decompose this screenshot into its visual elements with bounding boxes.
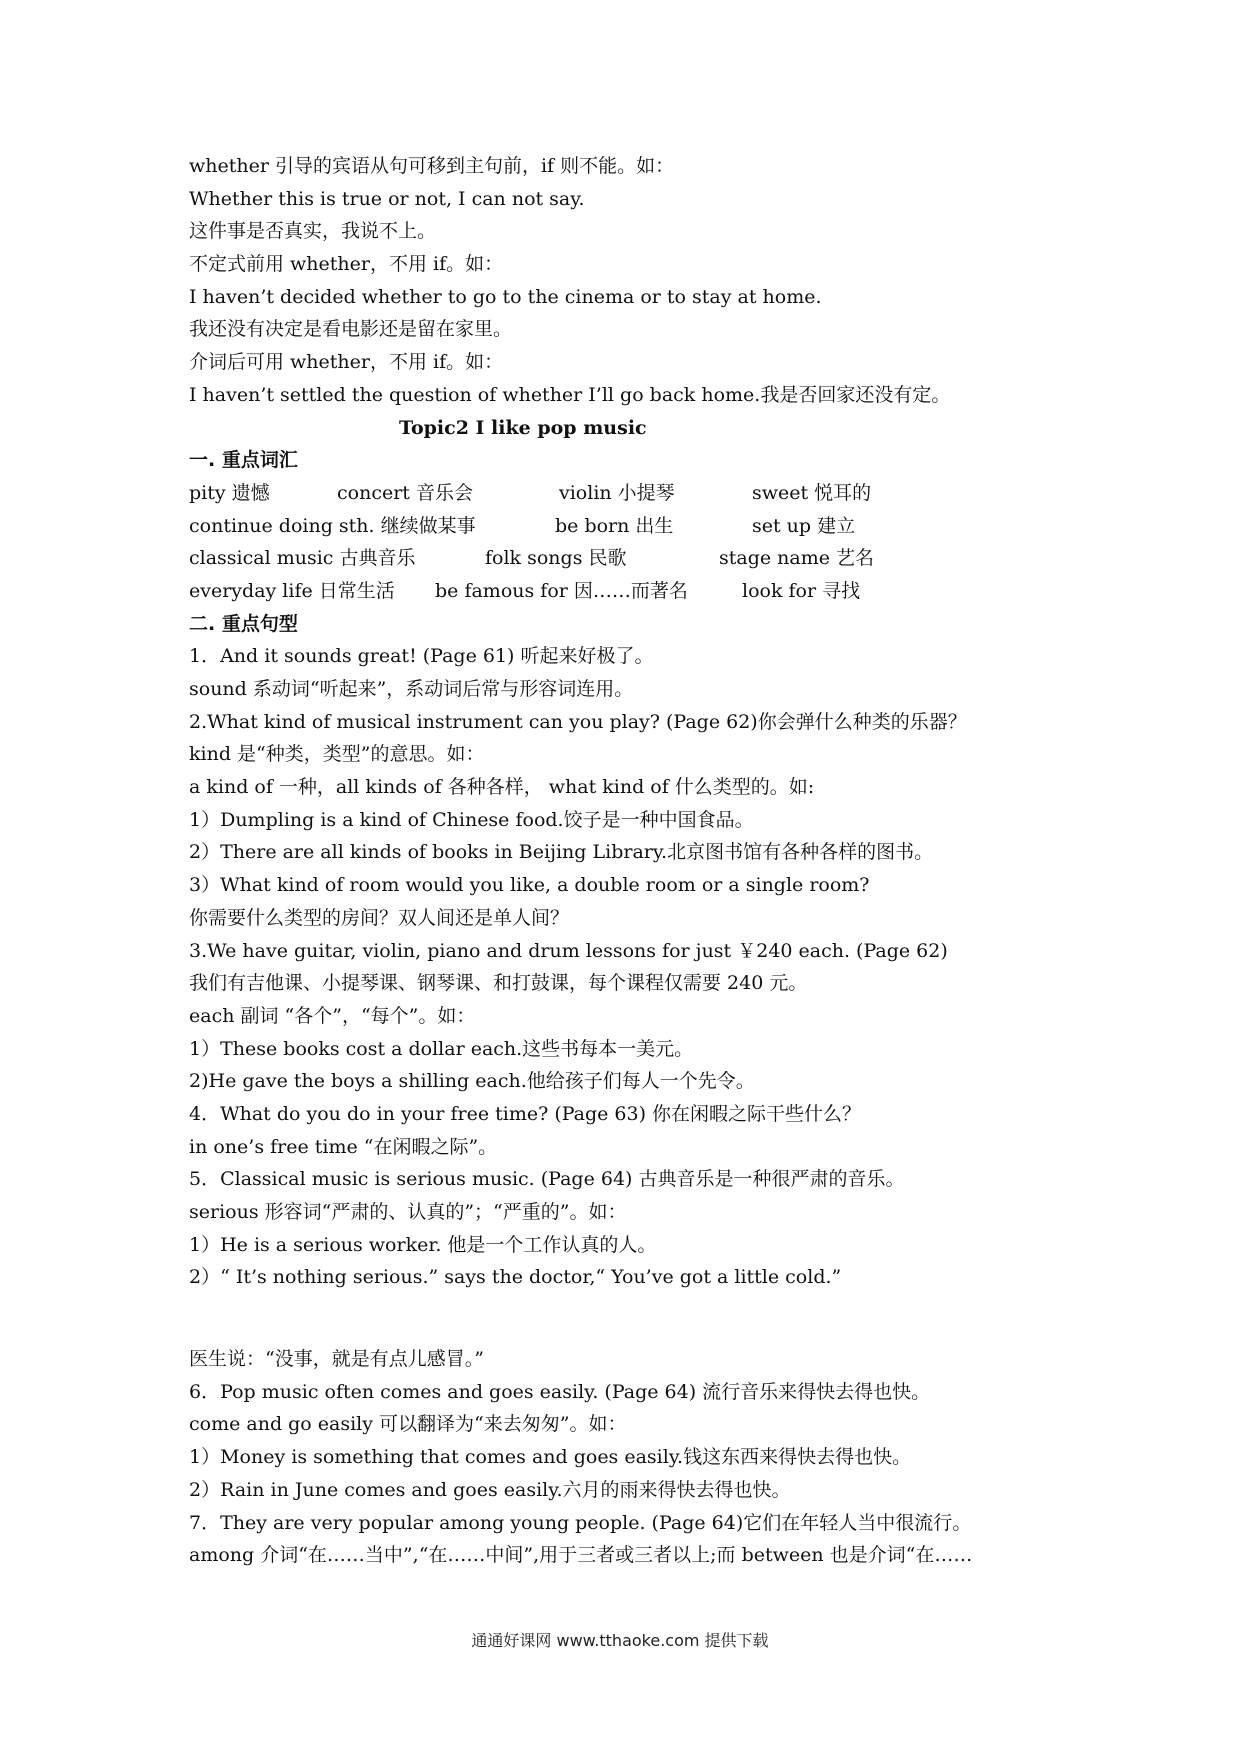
- text-line: serious 形容词“严肃的、认真的”；“严重的”。如：: [189, 1201, 627, 1223]
- vocab-row: [189, 542, 1069, 575]
- sentence-heading: 二. 重点句型: [189, 612, 298, 635]
- text-line: sound 系动词“听起来”，系动词后常与形容词连用。: [189, 678, 634, 700]
- text-line: 3）What kind of room would you like, a double room or a single room?: [189, 874, 870, 897]
- text-line: 5．Classical music is serious music. (Page 64) 古典音乐是一种很严肃的音乐。: [189, 1168, 905, 1191]
- vocab-row: [189, 510, 1069, 543]
- vocab-heading: 一. 重点词汇: [189, 449, 298, 472]
- vocab-row: [189, 575, 1069, 608]
- text-line: 2.What kind of musical instrument can you play? (Page 62)你会弹什么种类的乐器？: [189, 710, 967, 733]
- text-line: 2)He gave the boys a shilling each.他给孩子们每人一个先令。: [189, 1070, 755, 1093]
- vocab-item: folk songs 民歌: [485, 547, 627, 570]
- text-line: 2）There are all kinds of books in Beijing Library.北京图书馆有各种各样的图书。: [189, 841, 934, 864]
- vocab-item: everyday life 日常生活: [189, 579, 395, 602]
- vocab-item: stage name 艺名: [719, 547, 875, 570]
- text-line: I haven’t settled the question of whether I’ll go back home.我是否回家还没有定。: [189, 383, 951, 406]
- text-line: 6．Pop music often comes and goes easily. (Page 64) 流行音乐来得快去得也快。: [189, 1380, 931, 1403]
- paragraph-gap: [189, 1294, 1069, 1343]
- text-line: whether 引导的宾语从句可移到主句前，if 则不能。如：: [189, 155, 675, 177]
- text-line: 2）Rain in June comes and goes easily.六月的雨来得快去得也快。: [189, 1478, 791, 1501]
- text-line: a kind of 一种，all kinds of 各种各样， what kind of 什么类型的。如:: [189, 776, 815, 799]
- text-line: among 介词“在……当中”,“在……中间”,用于三者或三者以上;而 between 也是介词“在……: [189, 1544, 973, 1567]
- text-line: 我们有吉他课、小提琴课、钢琴课、和打鼓课，每个课程仅需要 240 元。: [189, 972, 808, 995]
- vocab-item: continue doing sth. 继续做某事: [189, 514, 476, 537]
- vocab-item: classical music 古典音乐: [189, 547, 416, 570]
- text-line: 1）He is a serious worker. 他是一个工作认真的人。: [189, 1233, 657, 1256]
- text-line: 这件事是否真实，我说不上。: [189, 220, 437, 243]
- text-line: Whether this is true or not, I can not say.: [189, 187, 585, 210]
- text-line: 1）Dumpling is a kind of Chinese food.饺子是一种中国食品。: [189, 808, 754, 831]
- vocab-item: be born 出生: [555, 514, 674, 537]
- text-line: 3.We have guitar, violin, piano and drum lessons for just ￥240 each. (Page 62): [189, 939, 948, 962]
- text-line: 7．They are very popular among young people. (Page 64)它们在年轻人当中很流行。: [189, 1511, 972, 1534]
- vocab-row: [189, 477, 1069, 510]
- text-line: in one’s free time “在闲暇之际”。: [189, 1135, 498, 1158]
- text-line: 2）“ It’s nothing serious.” says the doctor,“ You’ve got a little cold.”: [189, 1266, 842, 1289]
- text-line: 4．What do you do in your free time? (Page 63) 你在闲暇之际干些什么？: [189, 1102, 862, 1125]
- vocab-item: concert 音乐会: [337, 481, 473, 504]
- vocab-item: set up 建立: [752, 514, 856, 537]
- document-body: [189, 150, 1069, 1572]
- text-line: each 副词 “各个”，“每个”。如：: [189, 1004, 476, 1027]
- vocab-item: be famous for 因……而著名: [435, 579, 688, 602]
- vocab-item: sweet 悦耳的: [752, 481, 872, 504]
- text-line: 1）Money is something that comes and goes easily.钱这东西来得快去得也快。: [189, 1446, 912, 1469]
- text-line: kind 是“种类，类型”的意思。如：: [189, 743, 485, 766]
- page-footer: 通通好课网 www.tthaoke.com 提供下载: [471, 1631, 769, 1650]
- text-line: I haven’t decided whether to go to the cinema or to stay at home.: [189, 285, 822, 308]
- text-line: 1．And it sounds great! (Page 61) 听起来好极了。: [189, 645, 654, 668]
- vocab-item: violin 小提琴: [559, 481, 675, 504]
- text-line: 你需要什么类型的房间？双人间还是单人间？: [189, 906, 570, 929]
- topic-title: Topic2 I like pop music: [399, 416, 647, 439]
- text-line: 1）These books cost a dollar each.这些书每本一美元。: [189, 1037, 694, 1060]
- text-line: come and go easily 可以翻译为“来去匆匆”。如：: [189, 1413, 627, 1436]
- text-line: 医生说：“没事，就是有点儿感冒。”: [189, 1348, 484, 1371]
- vocab-item: pity 遗憾: [189, 481, 270, 504]
- vocab-item: look for 寻找: [742, 579, 861, 602]
- text-line: 不定式前用 whether，不用 if。如：: [189, 253, 504, 276]
- text-line: 介词后可用 whether，不用 if。如：: [189, 351, 504, 374]
- text-line: 我还没有决定是看电影还是留在家里。: [189, 318, 513, 341]
